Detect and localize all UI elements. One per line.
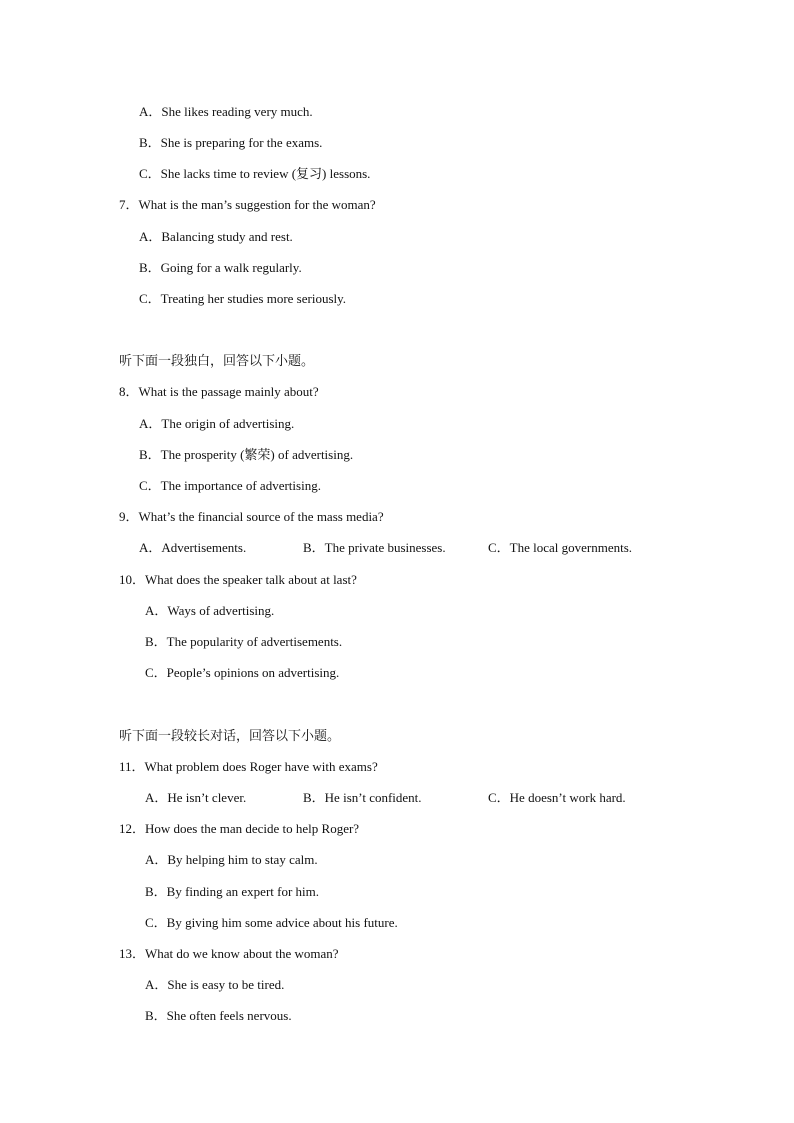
q9-option-b: B．The private businesses.: [303, 540, 446, 555]
q7-option-b: B．Going for a walk regularly.: [139, 260, 302, 275]
q10-option-b: B．The popularity of advertisements.: [145, 634, 343, 649]
q8-stem: 8．What is the passage mainly about?: [119, 384, 319, 399]
q11-stem: 11．What problem does Roger have with exams?: [119, 759, 378, 774]
q11-option-c: C．He doesn’t work hard.: [488, 790, 626, 805]
q12-option-a: A．By helping him to stay calm.: [145, 852, 318, 867]
q8-option-a: A．The origin of advertising.: [139, 416, 295, 431]
q12-stem: 12．How does the man decide to help Roger?: [119, 821, 360, 836]
q9-stem: 9．What’s the financial source of the mass media?: [119, 509, 384, 524]
q6-option-a: A．She likes reading very much.: [139, 104, 313, 119]
q10-stem: 10．What does the speaker talk about at last?: [119, 572, 357, 587]
q7-option-c: C．Treating her studies more seriously.: [139, 291, 347, 306]
section-heading-long-dialogue: 听下面一段较长对话，回答以下小题。: [119, 728, 341, 743]
q10-option-c: C．People’s opinions on advertising.: [145, 665, 340, 680]
q12-option-b: B．By finding an expert for him.: [145, 884, 320, 899]
q13-option-a: A．She is easy to be tired.: [145, 977, 285, 992]
q7-option-a: A．Balancing study and rest.: [139, 229, 293, 244]
q11-option-a: A．He isn’t clever.: [145, 790, 247, 805]
q6-option-b: B．She is preparing for the exams.: [139, 135, 323, 150]
q9-option-a: A．Advertisements.: [139, 540, 247, 555]
q8-option-b: B．The prosperity (繁荣) of advertising.: [139, 447, 354, 462]
q10-option-a: A．Ways of advertising.: [145, 603, 275, 618]
q11-option-b: B．He isn’t confident.: [303, 790, 422, 805]
q9-option-c: C．The local governments.: [488, 540, 633, 555]
q13-option-b: B．She often feels nervous.: [145, 1008, 292, 1023]
q12-option-c: C．By giving him some advice about his future.: [145, 915, 398, 930]
q13-stem: 13．What do we know about the woman?: [119, 946, 339, 961]
q6-option-c: C．She lacks time to review (复习) lessons.: [139, 166, 371, 181]
q7-stem: 7．What is the man’s suggestion for the woman?: [119, 197, 376, 212]
section-heading-monologue: 听下面一段独白，回答以下小题。: [119, 353, 315, 368]
q8-option-c: C．The importance of advertising.: [139, 478, 321, 493]
